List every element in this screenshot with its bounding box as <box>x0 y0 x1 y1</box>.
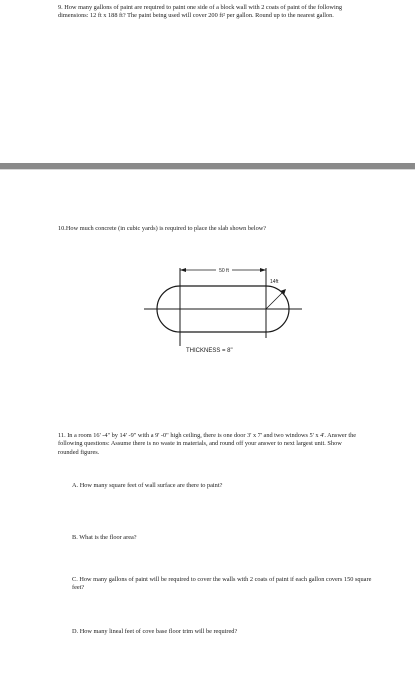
page-divider-shadow <box>0 169 415 170</box>
question-10: 10.How much concrete (in cubic yards) is required to place the slab shown below? <box>58 225 267 232</box>
radius-label: 14ft <box>270 279 279 285</box>
question-11-part-a: A. How many square feet of wall surface are there to paint? <box>72 482 223 489</box>
slab-diagram <box>130 250 310 360</box>
question-11-part-c: C. How many gallons of paint will be required to cover the walls with 2 coats of paint if each gallon covers 150 square feet? <box>72 576 372 592</box>
length-arrow-right <box>260 268 266 272</box>
question-11: 11. In a room 16' -4" by 14' -9" with a 9' -0" high ceiling, there is one door 3' x 7' and two windows 5' x 4'. Answer the following questions: Assume there is no waste in materials, and round off your answer to next largest unit. Show rounded figures. <box>58 432 357 456</box>
thickness-label: THICKNESS = 8" <box>186 348 233 354</box>
question-11-part-b: B. What is the floor area? <box>72 534 137 541</box>
question-9: 9. How many gallons of paint are required to paint one side of a block wall with 2 coats of paint of the following dimensions: 12 ft x 188 ft? The paint being used will cover 200 ft² per gallon. Round up to the nearest gallon. <box>58 4 342 20</box>
radius-line <box>266 291 284 309</box>
length-arrow-left <box>180 268 186 272</box>
question-11-part-d: D. How many lineal feet of cove base floor trim will be required? <box>72 628 238 635</box>
length-label: 50 ft <box>219 268 229 274</box>
